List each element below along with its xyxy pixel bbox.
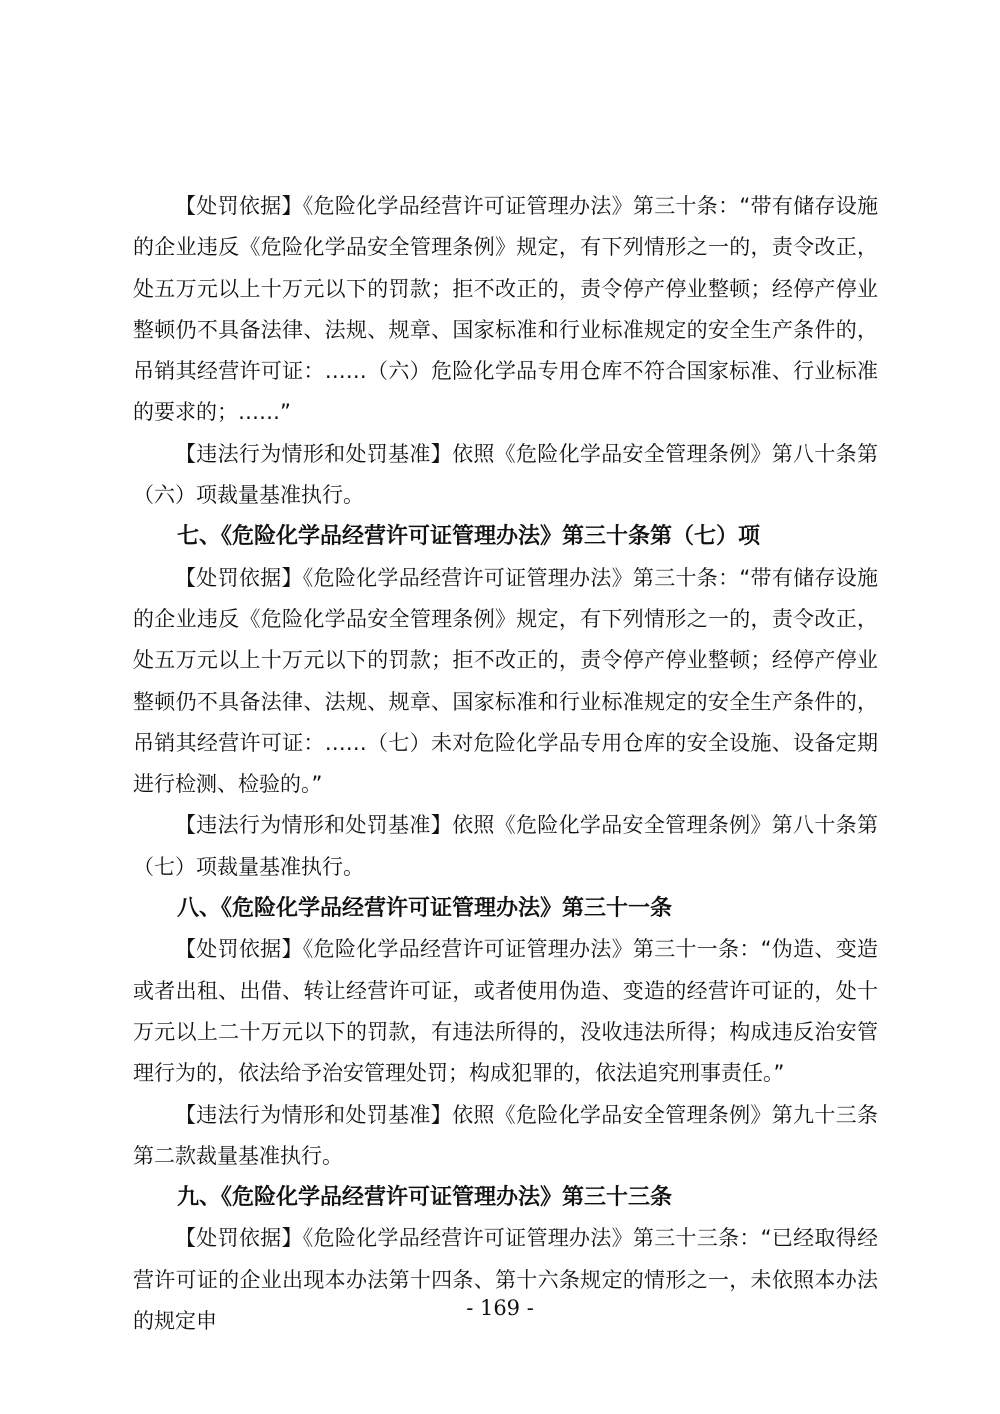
basis-text: 《危险化学品经营许可证管理办法》第三十条：“带有储存设施的企业违反《危险化学品安全管理条例》规定，有下列情形之一的，责令改正，处五万元以上十万元以下的罚款；拒不改正的，责令停产停业整顿；经停产停业整顿仍不具备法律、法规、规章、国家标准和行业标准规定的安全生产条件的，吊销其经营许可证：……（七）未对危险化学品专用仓库的安全设施、设备定期进行检测、检验的。”: [133, 565, 878, 797]
page-number: - 169 -: [466, 1296, 534, 1320]
standard-text: 依照《危险化学品安全管理条例》第八十条第（六）项裁量基准执行。: [133, 441, 878, 508]
standard-tag: 【违法行为情形和处罚基准】: [175, 441, 453, 466]
document-body: [133, 186, 878, 1342]
penalty-standard-paragraph: [133, 434, 878, 517]
penalty-basis-paragraph: [133, 186, 878, 434]
basis-text: 《危险化学品经营许可证管理办法》第三十条：“带有储存设施的企业违反《危险化学品安全管理条例》规定，有下列情形之一的，责令改正，处五万元以上十万元以下的罚款；拒不改正的，责令停产停业整顿；经停产停业整顿仍不具备法律、法规、规章、国家标准和行业标准规定的安全生产条件的，吊销其经营许可证：……（六）危险化学品专用仓库不符合国家标准、行业标准的要求的；……”: [133, 194, 878, 425]
basis-tag: 【处罚依据】: [175, 565, 303, 590]
section-heading: 七、《危险化学品经营许可证管理办法》第三十条第（七）项: [177, 523, 761, 550]
basis-tag: 【处罚依据】: [175, 1226, 303, 1251]
standard-text: 依照《危险化学品安全管理条例》第八十条第（七）项裁量基准执行。: [133, 813, 878, 879]
section-heading: 八、《危险化学品经营许可证管理办法》第三十一条: [177, 895, 673, 922]
standard-tag: 【违法行为情形和处罚基准】: [175, 813, 453, 838]
penalty-basis-paragraph: [133, 558, 878, 806]
section-heading: 九、《危险化学品经营许可证管理办法》第三十三条: [177, 1184, 673, 1211]
basis-text: 《危险化学品经营许可证管理办法》第三十一条：“伪造、变造或者出租、出借、转让经营许可证，或者使用伪造、变造的经营许可证的，处十万元以上二十万元以下的罚款，有违法所得的，没收违法所得；构成违反治安管理行为的，依法给予治安管理处罚；构成犯罪的，依法追究刑事责任。”: [133, 937, 878, 1086]
basis-tag: 【处罚依据】: [175, 194, 303, 218]
standard-tag: 【违法行为情形和处罚基准】: [175, 1102, 453, 1127]
standard-text: 依照《危险化学品安全管理条例》第九十三条第二款裁量基准执行。: [133, 1102, 878, 1168]
penalty-basis-paragraph: [133, 929, 878, 1094]
penalty-standard-paragraph: [133, 1095, 878, 1178]
basis-text: 《危险化学品经营许可证管理办法》第三十三条：“已经取得经营许可证的企业出现本办法第十四条、第十六条规定的情形之一，未依照本办法的规定申: [133, 1226, 878, 1334]
penalty-basis-paragraph: [133, 1218, 878, 1342]
penalty-standard-paragraph: [133, 805, 878, 888]
basis-tag: 【处罚依据】: [175, 937, 303, 962]
